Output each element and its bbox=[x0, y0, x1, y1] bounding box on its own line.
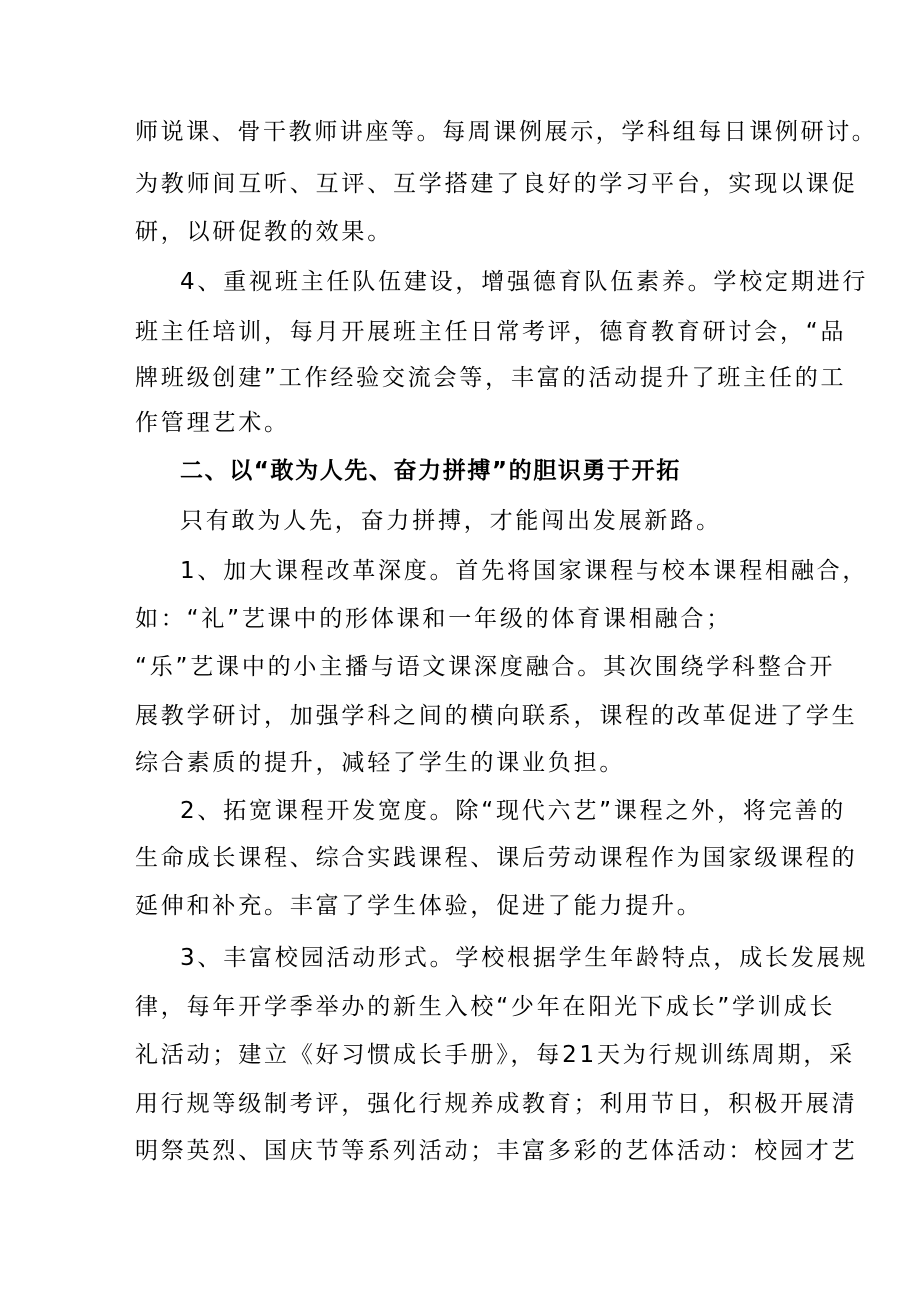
body-text-line: 只有敢为人先，奋力拼搏，才能闯出发展新路。 bbox=[180, 508, 722, 534]
section-heading: 二、以“敢为人先、奋力拼搏”的胆识勇于开拓 bbox=[180, 458, 681, 484]
body-text-line: 师说课、骨干教师讲座等。每周课例展示，学科组每日课例研讨。 bbox=[135, 119, 878, 145]
body-text-line: 班主任培训，每月开展班主任日常考评，德育教育研讨会，“品 bbox=[135, 319, 847, 345]
body-text-line: 律，每年开学季举办的新生入校“少年在阳光下成长”学训成长 bbox=[135, 994, 836, 1020]
body-text-line: 生命成长课程、综合实践课程、课后劳动课程作为国家级课程的 bbox=[135, 845, 858, 871]
body-text-line: 综合素质的提升，减轻了学生的课业负担。 bbox=[135, 750, 626, 776]
body-text-line: “乐”艺课中的小主播与语文课深度融合。其次围绕学科整合开 bbox=[135, 654, 836, 680]
body-text-line: 礼活动；建立《好习惯成长手册》，每21天为行规训练周期，采 bbox=[135, 1042, 855, 1068]
body-text-line: 1、加大课程改革深度。首先将国家课程与校本课程相融合， bbox=[180, 558, 869, 584]
body-text-line: 明祭英烈、国庆节等系列活动；丰富多彩的艺体活动：校园才艺 bbox=[135, 1138, 858, 1164]
body-text-line: 牌班级创建”工作经验交流会等，丰富的活动提升了班主任的工 bbox=[135, 365, 847, 391]
body-text-line: 如：“礼”艺课中的形体课和一年级的体育课相融合； bbox=[135, 606, 733, 632]
body-text-line: 用行规等级制考评，强化行规养成教育；利用节日，积极开展清 bbox=[135, 1091, 858, 1117]
body-text-line: 4、重视班主任队伍建设，增强德育队伍素养。学校定期进行 bbox=[180, 269, 869, 295]
body-text-line: 2、拓宽课程开发宽度。除“现代六艺”课程之外，将完善的 bbox=[180, 798, 847, 824]
body-text-line: 展教学研讨，加强学科之间的横向联系，课程的改革促进了学生 bbox=[135, 703, 858, 729]
body-text-line: 为教师间互听、互评、互学搭建了良好的学习平台，实现以课促 bbox=[135, 171, 858, 197]
body-text-line: 3、丰富校园活动形式。学校根据学生年龄特点，成长发展规 bbox=[180, 945, 869, 971]
body-text-line: 作管理艺术。 bbox=[135, 410, 290, 436]
body-text-line: 延伸和补充。丰富了学生体验，促进了能力提升。 bbox=[135, 893, 703, 919]
body-text-line: 研，以研促教的效果。 bbox=[135, 219, 393, 245]
